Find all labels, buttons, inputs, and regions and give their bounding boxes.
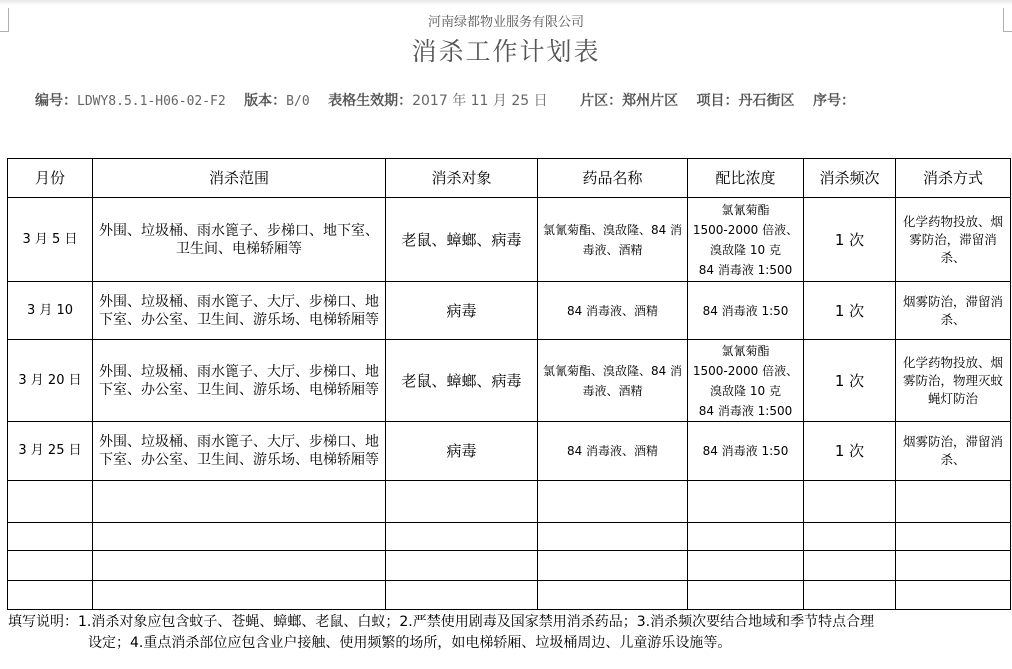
empty-cell[interactable] (804, 551, 896, 581)
cell-month[interactable]: 3 月 20 日 (8, 340, 93, 422)
empty-cell[interactable] (688, 523, 804, 551)
effective-label: 表格生效期： (328, 93, 413, 109)
ratio-line: 溴敌隆 10 克 (710, 383, 781, 398)
instructions-line-1: 填写说明：1.消杀对象应包含蚊子、苍蝇、蟑螂、老鼠、白蚁；2.严禁使用剧毒及国家禁用消杀药品；3.消杀频次要结合地域和季节特点合理 (8, 614, 875, 630)
company-name: 河南绿都物业服务有限公司 (427, 15, 584, 30)
cell-ratio[interactable] (688, 340, 804, 422)
ratio-line: 氯氰菊酯 (721, 343, 770, 358)
table-row (8, 340, 1011, 422)
serial-label: 序号： (812, 93, 855, 109)
empty-cell[interactable] (8, 551, 93, 581)
empty-cell[interactable] (804, 523, 896, 551)
empty-cell[interactable] (93, 551, 386, 581)
empty-cell[interactable] (804, 481, 896, 523)
empty-cell[interactable] (8, 581, 93, 610)
cell-method[interactable]: 化学药物投放、烟雾防治，物理灭蚊蝇灯防治 (896, 340, 1011, 422)
instructions-line-2: 设定；4.重点消杀部位应包含业户接触、使用频繁的场所，如电梯轿厢、垃圾桶周边、儿童游乐设施等。 (88, 635, 732, 651)
empty-cell[interactable] (93, 481, 386, 523)
cell-scope[interactable]: 外围、垃圾桶、雨水篦子、大厅、步梯口、地下室、办公室、卫生间、游乐场、电梯轿厢等 (93, 340, 386, 422)
cell-frequency[interactable]: 1 次 (804, 422, 896, 481)
ratio-line: 84 消毒液 1:500 (698, 262, 793, 277)
empty-cell[interactable] (896, 581, 1011, 610)
page-top-shadow (0, 0, 1012, 5)
cell-drug[interactable]: 84 消毒液、酒精 (538, 422, 688, 481)
ratio-line: 溴敌隆 10 克 (710, 242, 781, 257)
area-label: 片区： (580, 93, 623, 109)
cell-month[interactable]: 3 月 10 (8, 282, 93, 340)
code-value: LDWY8.5.1-H06-02-F2 (77, 94, 226, 109)
cell-drug[interactable]: 氯氰菊酯、溴敌隆、84 消毒液、酒精 (538, 340, 688, 422)
filling-instructions (8, 612, 1008, 654)
empty-cell[interactable] (386, 523, 538, 551)
cell-ratio[interactable] (688, 282, 804, 340)
cell-ratio[interactable] (688, 422, 804, 481)
empty-cell[interactable] (538, 581, 688, 610)
empty-table-row (8, 581, 1011, 610)
col-header-method: 消杀方式 (896, 159, 1011, 198)
empty-table-row (8, 481, 1011, 523)
cell-frequency[interactable]: 1 次 (804, 282, 896, 340)
empty-cell[interactable] (688, 551, 804, 581)
empty-cell[interactable] (8, 481, 93, 523)
empty-cell[interactable] (896, 523, 1011, 551)
empty-cell[interactable] (8, 523, 93, 551)
col-header-drug: 药品名称 (538, 159, 688, 198)
cell-scope[interactable]: 外围、垃圾桶、雨水篦子、大厅、步梯口、地下室、办公室、卫生间、游乐场、电梯轿厢等 (93, 282, 386, 340)
empty-cell[interactable] (538, 551, 688, 581)
cell-month[interactable]: 3 月 5 日 (8, 198, 93, 282)
ratio-line: 1500-2000 倍液、 (692, 222, 799, 237)
area-value: 郑州片区 (622, 93, 679, 109)
form-meta-line (35, 90, 855, 110)
empty-cell[interactable] (93, 523, 386, 551)
cell-drug[interactable]: 氯氰菊酯、溴敌隆、84 消毒液、酒精 (538, 198, 688, 282)
cell-target[interactable]: 老鼠、蟑螂、病毒 (386, 340, 538, 422)
empty-cell[interactable] (896, 551, 1011, 581)
cell-target[interactable]: 病毒 (386, 282, 538, 340)
cell-target[interactable]: 老鼠、蟑螂、病毒 (386, 198, 538, 282)
cell-frequency[interactable]: 1 次 (804, 198, 896, 282)
col-header-ratio: 配比浓度 (688, 159, 804, 198)
table-row (8, 422, 1011, 481)
col-header-month: 月份 (8, 159, 93, 198)
cell-month[interactable]: 3 月 25 日 (8, 422, 93, 481)
empty-cell[interactable] (93, 581, 386, 610)
empty-cell[interactable] (804, 581, 896, 610)
col-header-frequency: 消杀频次 (804, 159, 896, 198)
version-value: B/0 (286, 94, 310, 109)
empty-cell[interactable] (688, 481, 804, 523)
cell-drug[interactable]: 84 消毒液、酒精 (538, 282, 688, 340)
cell-target[interactable]: 病毒 (386, 422, 538, 481)
project-value: 丹石街区 (738, 93, 795, 109)
empty-cell[interactable] (896, 481, 1011, 523)
empty-cell[interactable] (386, 551, 538, 581)
empty-cell[interactable] (538, 481, 688, 523)
cell-scope[interactable]: 外围、垃圾桶、雨水篦子、步梯口、地下室、卫生间、电梯轿厢等 (93, 198, 386, 282)
ratio-line: 1500-2000 倍液、 (692, 363, 799, 378)
project-label: 项目： (696, 93, 739, 109)
table-row (8, 282, 1011, 340)
table-header-row (8, 159, 1011, 198)
empty-cell[interactable] (386, 581, 538, 610)
empty-table-row (8, 523, 1011, 551)
cell-frequency[interactable]: 1 次 (804, 340, 896, 422)
ratio-line: 84 消毒液 1:500 (698, 403, 793, 418)
cell-method[interactable]: 化学药物投放、烟雾防治，滞留消杀、 (896, 198, 1011, 282)
disinfection-plan-table (7, 158, 1011, 610)
col-header-scope: 消杀范围 (93, 159, 386, 198)
empty-cell[interactable] (386, 481, 538, 523)
cell-ratio[interactable] (688, 198, 804, 282)
cell-method[interactable]: 烟雾防治，滞留消杀、 (896, 422, 1011, 481)
effective-value: 2017 年 11 月 25 日 (412, 93, 548, 109)
empty-cell[interactable] (538, 523, 688, 551)
cell-scope[interactable]: 外围、垃圾桶、雨水篦子、大厅、步梯口、地下室、办公室、卫生间、游乐场、电梯轿厢等 (93, 422, 386, 481)
empty-cell[interactable] (688, 581, 804, 610)
cell-method[interactable]: 烟雾防治，滞留消杀、 (896, 282, 1011, 340)
ratio-line: 氯氰菊酯 (721, 202, 770, 217)
page-title: 消杀工作计划表 (411, 37, 601, 66)
col-header-target: 消杀对象 (386, 159, 538, 198)
table-row (8, 198, 1011, 282)
version-label: 版本： (244, 93, 287, 109)
ratio-line: 84 消毒液 1:50 (702, 444, 789, 458)
empty-table-row (8, 551, 1011, 581)
ratio-line: 84 消毒液 1:50 (702, 303, 789, 318)
code-label: 编号： (35, 93, 77, 109)
